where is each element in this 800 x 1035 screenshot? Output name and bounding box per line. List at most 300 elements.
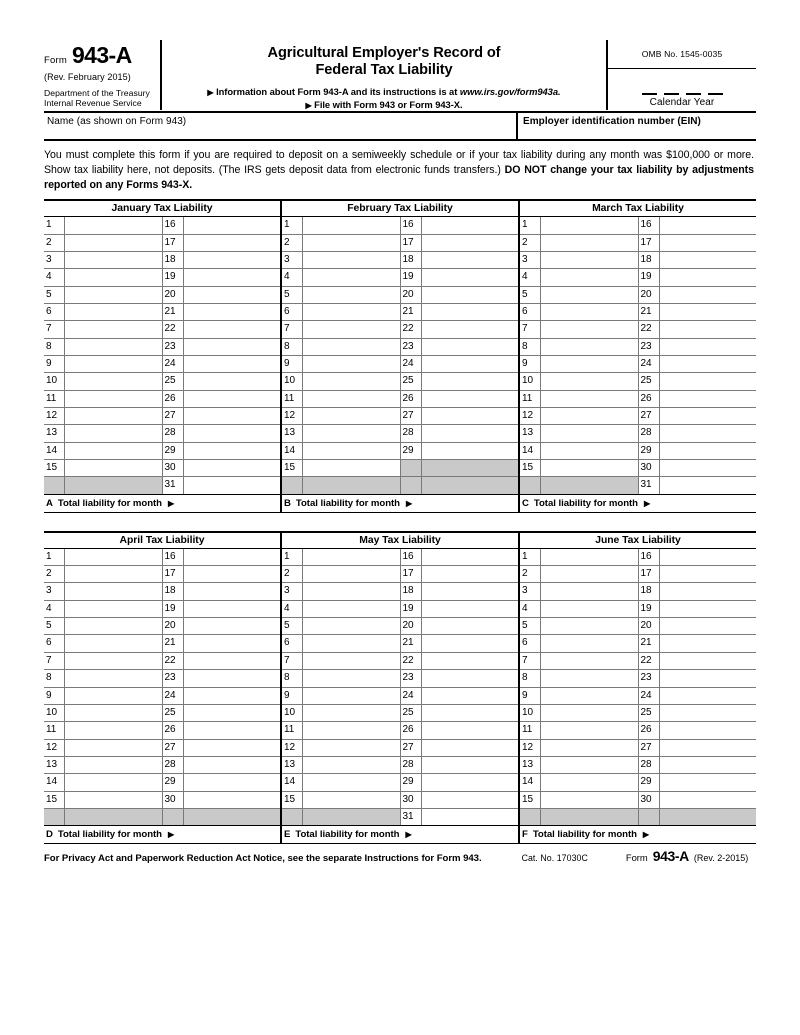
day-number-cell: 6	[44, 304, 65, 320]
day-number-cell: 16	[639, 549, 660, 565]
day-amount-input[interactable]	[422, 304, 519, 320]
year-digit-blank-3[interactable]	[686, 93, 701, 95]
day-amount-input[interactable]	[541, 601, 639, 617]
table-row	[282, 373, 518, 390]
day-number-cell: 29	[639, 443, 660, 459]
day-amount-input[interactable]	[660, 792, 757, 808]
day-amount-input[interactable]	[422, 688, 519, 704]
footer-form-identifier	[626, 848, 748, 864]
table-row	[520, 373, 756, 390]
day-amount-input[interactable]	[303, 635, 401, 651]
table-row	[282, 774, 518, 791]
day-amount-input[interactable]	[660, 653, 757, 669]
day-amount-input[interactable]	[65, 425, 163, 441]
table-row	[520, 583, 756, 600]
day-amount-input[interactable]	[65, 549, 163, 565]
day-amount-input[interactable]	[660, 460, 757, 476]
day-amount-input[interactable]	[422, 653, 519, 669]
day-amount-input[interactable]	[422, 792, 519, 808]
day-amount-input[interactable]	[184, 408, 281, 424]
form-word-label: Form	[44, 55, 67, 66]
table-row	[44, 792, 280, 809]
day-amount-input[interactable]	[303, 373, 401, 389]
day-amount-input[interactable]	[422, 339, 519, 355]
day-amount-input[interactable]	[541, 792, 639, 808]
day-number-cell: 11	[520, 722, 541, 738]
total-liability-label: Total liability for month	[295, 497, 400, 509]
day-amount-input[interactable]	[541, 252, 639, 268]
day-amount-input[interactable]	[422, 252, 519, 268]
day-number-cell: 11	[44, 722, 65, 738]
day-number-cell: 19	[401, 269, 422, 285]
day-amount-input[interactable]	[422, 408, 519, 424]
day-number-cell: 9	[44, 688, 65, 704]
day-amount-input[interactable]	[65, 688, 163, 704]
day-number-cell: 1	[282, 217, 303, 233]
day-amount-input[interactable]	[65, 373, 163, 389]
table-row	[520, 321, 756, 338]
day-amount-input[interactable]	[422, 583, 519, 599]
table-row	[520, 653, 756, 670]
table-row	[44, 269, 280, 286]
day-amount-input[interactable]	[65, 722, 163, 738]
day-amount-input[interactable]	[65, 391, 163, 407]
day-amount-input[interactable]	[660, 287, 757, 303]
form-number: 943-A	[71, 42, 132, 68]
day-amount-input[interactable]	[541, 443, 639, 459]
day-number-cell: 12	[520, 740, 541, 756]
day-number-cell: 9	[282, 688, 303, 704]
table-row	[520, 722, 756, 739]
day-amount-input[interactable]	[65, 339, 163, 355]
day-amount-input[interactable]	[422, 740, 519, 756]
day-amount-input[interactable]	[541, 722, 639, 738]
day-amount-input[interactable]	[660, 618, 757, 634]
day-amount-input[interactable]	[660, 774, 757, 790]
day-amount-input[interactable]	[541, 217, 639, 233]
day-amount-input[interactable]	[660, 705, 757, 721]
day-number-cell: 15	[282, 792, 303, 808]
table-row	[282, 549, 518, 566]
day-amount-input[interactable]	[184, 601, 281, 617]
day-amount-input[interactable]	[303, 391, 401, 407]
table-row	[520, 287, 756, 304]
day-amount-input[interactable]	[660, 688, 757, 704]
day-amount-input[interactable]	[303, 583, 401, 599]
day-amount-input[interactable]	[422, 757, 519, 773]
table-row	[44, 217, 280, 234]
day-number-cell: 13	[282, 425, 303, 441]
day-amount-input[interactable]	[541, 740, 639, 756]
total-liability-label: Total liability for month	[295, 829, 400, 841]
day-amount-input[interactable]	[541, 339, 639, 355]
month-total-row[interactable]	[282, 495, 518, 512]
day-amount-input[interactable]	[65, 287, 163, 303]
day-amount-input[interactable]	[541, 670, 639, 686]
day-amount-input[interactable]	[65, 583, 163, 599]
day-amount-input[interactable]	[184, 549, 281, 565]
day-amount-input[interactable]	[422, 566, 519, 582]
day-amount-input[interactable]	[541, 566, 639, 582]
day-amount-input[interactable]	[303, 235, 401, 251]
table-row	[44, 252, 280, 269]
day-amount-input[interactable]	[541, 653, 639, 669]
day-amount-input[interactable]	[660, 217, 757, 233]
identity-row	[44, 113, 756, 141]
day-amount-input[interactable]	[303, 425, 401, 441]
day-amount-input[interactable]	[422, 601, 519, 617]
day-amount-input[interactable]	[541, 757, 639, 773]
day-amount-input[interactable]	[303, 740, 401, 756]
day-amount-input[interactable]	[184, 705, 281, 721]
day-amount-input[interactable]	[184, 757, 281, 773]
day-amount-input[interactable]	[541, 373, 639, 389]
day-number-cell: 6	[282, 635, 303, 651]
day-number-cell: 16	[163, 217, 184, 233]
day-number-cell: 28	[401, 425, 422, 441]
name-field[interactable]	[44, 113, 518, 139]
day-amount-input[interactable]	[541, 635, 639, 651]
day-amount-input[interactable]	[65, 705, 163, 721]
day-amount-input[interactable]	[303, 618, 401, 634]
right-triangle-icon: ▶	[642, 830, 650, 840]
day-amount-input[interactable]	[422, 391, 519, 407]
day-number-cell: 12	[520, 408, 541, 424]
day-amount-input[interactable]	[184, 670, 281, 686]
day-amount-input[interactable]	[422, 235, 519, 251]
table-row	[44, 774, 280, 791]
day-amount-input[interactable]	[65, 304, 163, 320]
day-amount-input[interactable]	[184, 356, 281, 372]
day-amount-input[interactable]	[184, 443, 281, 459]
day-amount-input[interactable]	[541, 583, 639, 599]
day-number-cell: 3	[44, 252, 65, 268]
day-amount-input[interactable]	[303, 408, 401, 424]
day-number-cell: 6	[282, 304, 303, 320]
table-row	[282, 583, 518, 600]
day-amount-input[interactable]	[65, 566, 163, 582]
day-amount-input[interactable]	[303, 460, 401, 476]
table-row	[520, 356, 756, 373]
day-amount-input[interactable]	[422, 705, 519, 721]
day-number-cell: 15	[520, 792, 541, 808]
day-amount-input[interactable]	[660, 549, 757, 565]
day-amount-input[interactable]	[541, 235, 639, 251]
day-number-cell: 3	[282, 252, 303, 268]
day-amount-input[interactable]	[660, 477, 757, 493]
day-amount-input[interactable]	[541, 425, 639, 441]
day-amount-input[interactable]	[303, 549, 401, 565]
ein-field[interactable]	[518, 113, 756, 139]
day-amount-input[interactable]	[303, 653, 401, 669]
day-amount-input[interactable]	[303, 670, 401, 686]
day-amount-input[interactable]	[184, 792, 281, 808]
table-row	[282, 460, 518, 477]
day-amount-input[interactable]	[184, 425, 281, 441]
day-number-cell: 28	[639, 757, 660, 773]
day-number-cell: 28	[163, 425, 184, 441]
day-amount-input[interactable]	[660, 408, 757, 424]
day-amount-input[interactable]	[422, 809, 519, 825]
day-amount-input[interactable]	[660, 566, 757, 582]
day-amount-input[interactable]	[660, 391, 757, 407]
day-amount-input[interactable]	[422, 618, 519, 634]
day-amount-input[interactable]	[65, 443, 163, 459]
day-amount-input[interactable]	[660, 269, 757, 285]
page-title	[168, 45, 600, 79]
day-amount-input[interactable]	[422, 269, 519, 285]
day-amount-input[interactable]	[303, 722, 401, 738]
day-amount-input[interactable]	[660, 757, 757, 773]
day-amount-input[interactable]	[184, 566, 281, 582]
day-amount-input[interactable]	[65, 321, 163, 337]
day-amount-input[interactable]	[422, 373, 519, 389]
day-amount-input[interactable]	[65, 252, 163, 268]
footer-revision: (Rev. 2-2015)	[693, 853, 749, 864]
table-row	[282, 601, 518, 618]
day-amount-input[interactable]	[541, 460, 639, 476]
day-number-cell: 29	[401, 443, 422, 459]
table-row	[282, 670, 518, 687]
day-number-cell: 1	[44, 217, 65, 233]
year-digit-blank-4[interactable]	[708, 93, 723, 95]
day-amount-input[interactable]	[184, 618, 281, 634]
day-number-cell: 26	[639, 391, 660, 407]
day-amount-input[interactable]	[541, 618, 639, 634]
table-row	[44, 635, 280, 652]
day-number-cell: 4	[44, 601, 65, 617]
day-amount-input[interactable]	[184, 287, 281, 303]
day-amount-input[interactable]	[660, 601, 757, 617]
day-amount-input[interactable]	[184, 269, 281, 285]
day-amount-input[interactable]	[422, 774, 519, 790]
day-amount-input[interactable]	[184, 235, 281, 251]
day-amount-input[interactable]	[422, 425, 519, 441]
right-triangle-icon: ▶	[406, 498, 413, 508]
department-line-2: Internal Revenue Service	[44, 98, 142, 109]
day-amount-input[interactable]	[660, 670, 757, 686]
table-row	[282, 425, 518, 442]
day-amount-input[interactable]	[660, 443, 757, 459]
table-row	[282, 252, 518, 269]
day-number-cell: 18	[163, 583, 184, 599]
month-total-row[interactable]	[520, 495, 756, 512]
day-number-cell: 7	[282, 321, 303, 337]
day-amount-input[interactable]	[541, 356, 639, 372]
day-amount-input[interactable]	[541, 705, 639, 721]
day-number-cell: 1	[282, 549, 303, 565]
day-amount-input[interactable]	[65, 217, 163, 233]
day-rows	[44, 549, 280, 827]
day-amount-input[interactable]	[65, 653, 163, 669]
day-number-cell: 29	[401, 774, 422, 790]
day-amount-input[interactable]	[303, 252, 401, 268]
day-amount-input[interactable]	[541, 287, 639, 303]
month-block	[44, 533, 282, 844]
day-number-cell: 30	[163, 792, 184, 808]
day-amount-input[interactable]	[303, 339, 401, 355]
day-amount-input[interactable]	[303, 321, 401, 337]
day-amount-input[interactable]	[303, 792, 401, 808]
day-number-cell: 15	[282, 460, 303, 476]
unused-cell	[660, 809, 757, 825]
day-amount-input[interactable]	[541, 408, 639, 424]
day-amount-input[interactable]	[184, 722, 281, 738]
day-amount-input[interactable]	[303, 269, 401, 285]
day-amount-input[interactable]	[303, 217, 401, 233]
day-amount-input[interactable]	[422, 321, 519, 337]
day-number-cell: 6	[520, 304, 541, 320]
day-amount-input[interactable]	[660, 583, 757, 599]
day-number-cell: 15	[44, 460, 65, 476]
day-number-cell	[282, 809, 303, 825]
table-row	[44, 356, 280, 373]
day-amount-input[interactable]	[660, 373, 757, 389]
day-amount-input[interactable]	[422, 217, 519, 233]
table-row	[282, 757, 518, 774]
day-number-cell: 19	[639, 269, 660, 285]
day-amount-input[interactable]	[184, 740, 281, 756]
day-amount-input[interactable]	[65, 774, 163, 790]
day-amount-input[interactable]	[303, 601, 401, 617]
instructions-text: You must complete this form if you are required to deposit on a semiweekly schedule or if your tax liability during any month was $100,000 or more. Show tax liability here, not deposits. (The IRS gets deposit data from electronic funds transfers.)	[44, 149, 754, 177]
day-number-cell: 26	[401, 722, 422, 738]
month-total-row[interactable]	[44, 826, 280, 843]
day-number-cell: 20	[163, 618, 184, 634]
day-rows	[282, 217, 518, 495]
day-amount-input[interactable]	[303, 356, 401, 372]
day-amount-input[interactable]	[184, 252, 281, 268]
day-amount-input[interactable]	[422, 287, 519, 303]
day-amount-input[interactable]	[65, 618, 163, 634]
day-amount-input[interactable]	[303, 757, 401, 773]
day-amount-input[interactable]	[541, 549, 639, 565]
day-amount-input[interactable]	[541, 688, 639, 704]
total-liability-label: Total liability for month	[532, 829, 637, 841]
day-amount-input[interactable]	[303, 304, 401, 320]
day-number-cell: 5	[282, 618, 303, 634]
day-amount-input[interactable]	[660, 304, 757, 320]
day-amount-input[interactable]	[65, 269, 163, 285]
table-row	[520, 705, 756, 722]
unused-cell	[65, 809, 163, 825]
day-amount-input[interactable]	[541, 269, 639, 285]
calendar-year-blanks[interactable]	[642, 93, 723, 95]
day-amount-input[interactable]	[184, 653, 281, 669]
year-digit-blank-1[interactable]	[642, 93, 657, 95]
irs-website-url[interactable]: www.irs.gov/form943a.	[459, 86, 561, 98]
footer-form-word: Form	[625, 852, 648, 864]
day-amount-input[interactable]	[660, 635, 757, 651]
day-amount-input[interactable]	[184, 635, 281, 651]
table-row	[520, 408, 756, 425]
day-amount-input[interactable]	[65, 356, 163, 372]
day-number-cell: 12	[282, 408, 303, 424]
day-amount-input[interactable]	[541, 774, 639, 790]
day-amount-input[interactable]	[660, 722, 757, 738]
month-total-row[interactable]	[282, 826, 518, 843]
day-number-cell: 8	[44, 670, 65, 686]
day-amount-input[interactable]	[65, 635, 163, 651]
day-amount-input[interactable]	[65, 235, 163, 251]
day-number-cell: 27	[401, 408, 422, 424]
day-amount-input[interactable]	[660, 339, 757, 355]
day-number-cell: 4	[44, 269, 65, 285]
day-amount-input[interactable]	[660, 235, 757, 251]
day-amount-input[interactable]	[422, 549, 519, 565]
day-amount-input[interactable]	[303, 774, 401, 790]
day-amount-input[interactable]	[422, 670, 519, 686]
day-amount-input[interactable]	[660, 321, 757, 337]
month-total-row[interactable]	[44, 495, 280, 512]
unused-cell	[303, 477, 401, 493]
day-amount-input[interactable]	[184, 774, 281, 790]
day-amount-input[interactable]	[65, 792, 163, 808]
day-number-cell: 21	[639, 304, 660, 320]
day-amount-input[interactable]	[541, 391, 639, 407]
table-row	[282, 809, 518, 826]
day-amount-input[interactable]	[184, 583, 281, 599]
day-amount-input[interactable]	[65, 670, 163, 686]
day-amount-input[interactable]	[184, 304, 281, 320]
table-row	[44, 653, 280, 670]
day-amount-input[interactable]	[65, 601, 163, 617]
day-amount-input[interactable]	[184, 217, 281, 233]
day-amount-input[interactable]	[303, 287, 401, 303]
day-amount-input[interactable]	[303, 566, 401, 582]
day-number-cell: 22	[163, 653, 184, 669]
day-amount-input[interactable]	[660, 252, 757, 268]
day-amount-input[interactable]	[422, 635, 519, 651]
day-amount-input[interactable]	[660, 425, 757, 441]
day-amount-input[interactable]	[184, 339, 281, 355]
day-number-cell: 8	[520, 670, 541, 686]
month-total-row[interactable]	[520, 826, 756, 843]
day-amount-input[interactable]	[184, 460, 281, 476]
day-amount-input[interactable]	[660, 740, 757, 756]
day-amount-input[interactable]	[184, 688, 281, 704]
day-amount-input[interactable]	[660, 356, 757, 372]
day-amount-input[interactable]	[303, 705, 401, 721]
right-triangle-icon: ▶	[405, 830, 412, 840]
table-row	[282, 391, 518, 408]
day-amount-input[interactable]	[65, 740, 163, 756]
day-amount-input[interactable]	[541, 304, 639, 320]
day-number-cell: 3	[44, 583, 65, 599]
day-number-cell: 27	[401, 740, 422, 756]
day-amount-input[interactable]	[303, 443, 401, 459]
day-amount-input[interactable]	[422, 356, 519, 372]
day-amount-input[interactable]	[541, 321, 639, 337]
day-amount-input[interactable]	[422, 722, 519, 738]
day-number-cell: 20	[639, 618, 660, 634]
year-digit-blank-2[interactable]	[664, 93, 679, 95]
day-number-cell: 8	[520, 339, 541, 355]
calendar-year-field[interactable]	[608, 69, 756, 110]
day-amount-input[interactable]	[184, 373, 281, 389]
unused-cell	[184, 809, 281, 825]
day-amount-input[interactable]	[184, 477, 281, 493]
day-amount-input[interactable]	[184, 321, 281, 337]
day-number-cell: 14	[282, 443, 303, 459]
day-amount-input[interactable]	[303, 688, 401, 704]
day-amount-input[interactable]	[422, 443, 519, 459]
day-amount-input[interactable]	[184, 391, 281, 407]
month-block	[44, 201, 282, 512]
day-amount-input[interactable]	[65, 460, 163, 476]
day-amount-input[interactable]	[65, 757, 163, 773]
day-amount-input[interactable]	[65, 408, 163, 424]
